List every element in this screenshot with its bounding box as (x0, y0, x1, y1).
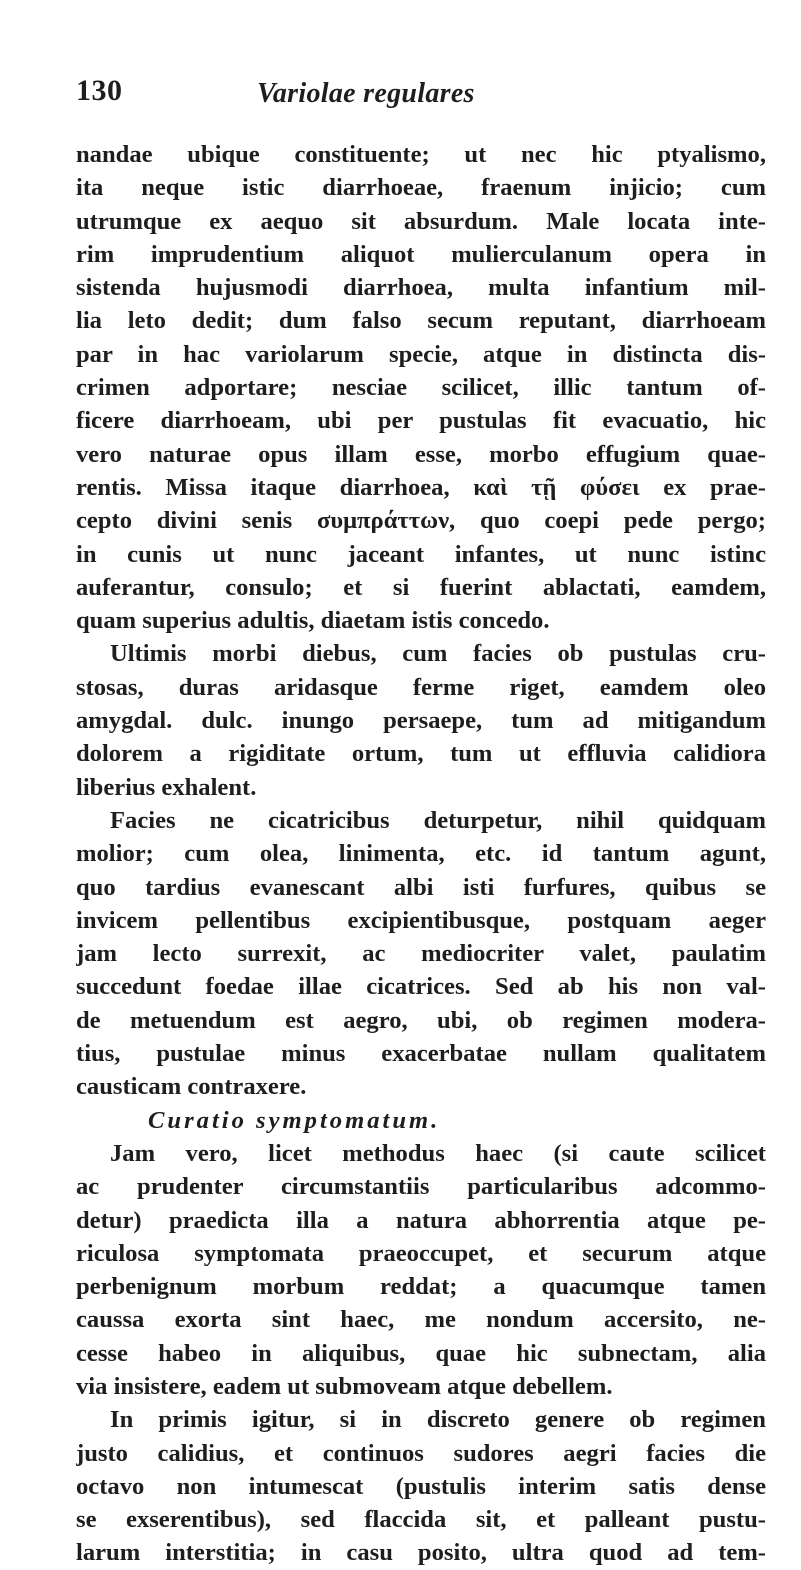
text-line: via insistere, eadem ut submoveam atque debellem. (76, 1372, 613, 1400)
text-line: Ultimis morbi diebus, cum facies ob pustulas cru- (110, 640, 766, 668)
text-line: jam lecto surrexit, ac mediocriter valet, paulatim (76, 940, 766, 968)
text-line: perbenignum morbum reddat; a quacumque tamen (76, 1273, 766, 1301)
text-line: ac prudenter circumstantiis particularibus adcommo- (76, 1173, 766, 1201)
text-line: caussa exorta sint haec, me nondum accersito, ne- (76, 1306, 766, 1334)
text-line: stosas, duras aridasque ferme riget, eamdem oleo (76, 673, 766, 701)
text-line: quo tardius evanescant albi isti furfures, quibus se (76, 873, 766, 901)
text-line: tius, pustulae minus exacerbatae nullam qualitatem (76, 1040, 766, 1068)
text-line: crimen adportare; nesciae scilicet, illic tantum of- (76, 374, 766, 402)
text-line: quam superius adultis, diaetam istis concedo. (76, 607, 550, 635)
text-line: par in hac variolarum specie, atque in distincta dis- (76, 340, 766, 368)
text-line: vero naturae opus illam esse, morbo effugium quae- (76, 440, 766, 468)
page-number: 130 (76, 74, 123, 107)
text-line: invicem pellentibus excipientibusque, postquam aeger (76, 906, 766, 934)
text-line: octavo non intumescat (pustulis interim satis dense (76, 1472, 766, 1500)
text-line: Facies ne cicatricibus deturpetur, nihil quidquam (110, 806, 766, 834)
text-line: ita neque istic diarrhoeae, fraenum injicio; cum (76, 174, 766, 202)
text-line: dolorem a rigiditate ortum, tum ut effluvia calidiora (76, 740, 766, 768)
text-line: justo calidius, et continuos sudores aegri facies die (76, 1439, 766, 1467)
section-heading: Curatio symptomatum. (148, 1106, 441, 1134)
text-line: lia leto dedit; dum falso secum reputant, diarrhoeam (76, 307, 766, 335)
text-line: ficere diarrhoeam, ubi per pustulas fit evacuatio, hic (76, 407, 766, 435)
text-line: larum interstitia; in casu posito, ultra quod ad tem- (76, 1539, 766, 1567)
text-line: in cunis ut nunc jaceant infantes, ut nunc istinc (76, 540, 766, 568)
text-line: amygdal. dulc. inungo persaepe, tum ad mitigandum (76, 707, 766, 735)
text-line: In primis igitur, si in discreto genere ob regimen (110, 1406, 766, 1434)
text-line: succedunt foedae illae cicatrices. Sed ab his non val- (76, 973, 766, 1001)
text-line: cepto divini senis συμπράττων, quo coepi pede pergo; (76, 507, 766, 535)
text-line: liberius exhalent. (76, 773, 257, 801)
text-line: rentis. Missa itaque diarrhoea, καὶ τῇ φύσει ex prae- (76, 473, 766, 501)
text-line: cesse habeo in aliquibus, quae hic subnectam, alia (76, 1339, 766, 1367)
text-line: nandae ubique constituente; ut nec hic ptyalismo, (76, 141, 766, 168)
text-line: Jam vero, licet methodus haec (si caute scilicet (110, 1139, 766, 1167)
text-line: sistenda hujusmodi diarrhoea, multa infantium mil- (76, 274, 766, 302)
text-line: riculosa symptomata praeoccupet, et securum atque (76, 1239, 766, 1267)
text-line: rim imprudentium aliquot mulierculanum opera in (76, 240, 766, 268)
running-title: Variolae regulares (257, 78, 475, 109)
body-text (76, 138, 766, 1570)
text-line: de metuendum est aegro, ubi, ob regimen modera- (76, 1006, 766, 1034)
text-line: molior; cum olea, linimenta, etc. id tantum agunt, (76, 840, 766, 868)
page-header (76, 74, 776, 114)
text-line: auferantur, consulo; et si fuerint ablactati, eamdem, (76, 573, 766, 601)
text-line: causticam contraxere. (76, 1073, 307, 1101)
text-line: utrumque ex aequo sit absurdum. Male locata inte- (76, 207, 766, 235)
text-line: detur) praedicta illa a natura abhorrentia atque pe- (76, 1206, 766, 1234)
text-line: se exserentibus), sed flaccida sit, et palleant pustu- (76, 1506, 766, 1534)
